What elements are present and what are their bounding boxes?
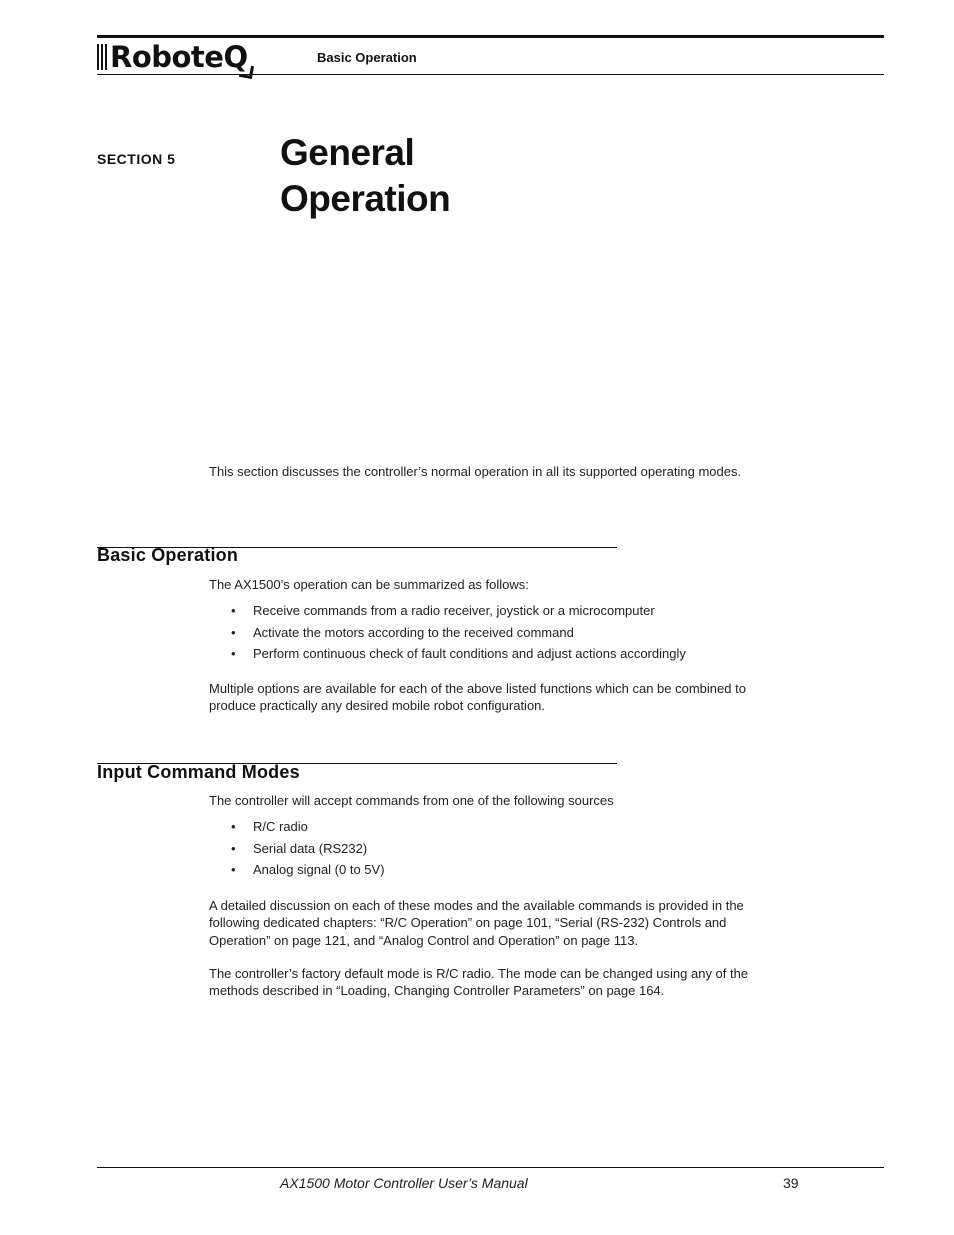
list-item: • Perform continuous check of fault conditions and adjust actions accordingly (231, 645, 686, 667)
input-command-modes-heading: Input Command Modes (97, 762, 300, 782)
logo-q-letter: Q (223, 39, 248, 74)
chapter-title-line1: General (280, 132, 415, 173)
section-label: SECTION 5 (97, 151, 176, 167)
chapter-title-line2: Operation (280, 178, 451, 219)
basic-operation-closing: Multiple options are available for each of the above listed functions which can be combined to produce practically any desired mobile robot configuration. (209, 681, 746, 714)
header-top-rule (97, 35, 884, 38)
logo-wordmark: Robote (110, 39, 224, 74)
chapter-title (280, 130, 450, 222)
list-item: • Receive commands from a radio receiver, joystick or a microcomputer (231, 602, 686, 624)
running-header-title: Basic Operation (317, 50, 417, 65)
header-bottom-rule (97, 74, 884, 75)
footer-page-number: 39 (783, 1175, 799, 1191)
intro-paragraph: This section discusses the controller’s normal operation in all its supported operating modes. (209, 464, 742, 479)
list-item: • Activate the motors according to the received command (231, 624, 686, 646)
basic-operation-heading: Basic Operation (97, 545, 239, 565)
list-item: • R/C radio (231, 818, 385, 840)
footer-manual-title: AX1500 Motor Controller User’s Manual (280, 1175, 528, 1191)
list-item: • Serial data (RS232) (231, 840, 385, 862)
footer-rule (97, 1167, 884, 1168)
logo-bars-icon (97, 44, 107, 70)
basic-operation-list (231, 602, 686, 667)
roboteq-logo (97, 40, 248, 74)
list-item: • Analog signal (0 to 5V) (231, 861, 385, 883)
input-command-modes-list (231, 818, 385, 883)
basic-operation-lead: The AX1500’s operation can be summarized as follows: (209, 577, 529, 592)
input-command-modes-lead: The controller will accept commands from one of the following sources (209, 793, 614, 808)
input-modes-detail-paragraph: A detailed discussion on each of these modes and the available commands is provided in the following dedicated chapters: “R/C Operation” on page 101, “Serial (RS-232) Controls and Operation” on page 121, and “Analog Control and Operation” on page 113. (209, 898, 744, 948)
input-modes-default-paragraph: The controller’s factory default mode is R/C radio. The mode can be changed using any of the methods described in “Loading, Changing Controller Parameters” on page 164. (209, 966, 749, 999)
